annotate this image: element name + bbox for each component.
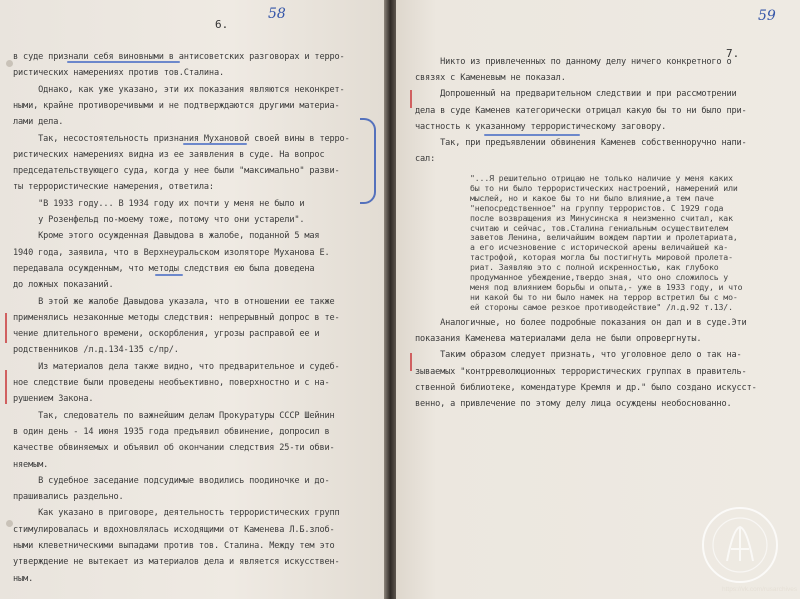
text-line: няемым. xyxy=(13,459,49,470)
text-line: ни какой бы то ни было намек на террор встретил бы с мо- xyxy=(470,291,738,302)
text-line: ристических намерениях видна из ее заявления в суде. На вопрос xyxy=(13,149,325,160)
text-line: продуманное убеждение,твердо зная, что оно сложилось у xyxy=(470,272,729,282)
text-line: заветов Ленина, величайшим вождем партии и пролетариата, xyxy=(470,232,738,243)
text-line: Однако, как уже указано, эти их показания являются неконкрет- xyxy=(13,84,345,95)
margin-line-mark xyxy=(5,370,7,404)
text-line: ными клеветническими выпадами против тов. Сталина. Между тем это xyxy=(13,541,335,551)
text-line: ты террористические намерения, ответила: xyxy=(13,182,214,193)
text-line: рушением Закона. xyxy=(13,394,94,405)
margin-bracket-mark xyxy=(360,118,376,204)
text-line: Никто из привлеченных по данному делу ничего конкретного о xyxy=(415,57,732,67)
right-page-number: 7. xyxy=(726,47,740,60)
right-archive-number: 59 xyxy=(758,8,776,24)
source-url: https://vk.com/rusarchives xyxy=(722,586,798,593)
text-line: считаю и сейчас, тов.Сталина гениальным осуществителем xyxy=(470,222,729,233)
punch-hole xyxy=(6,520,13,527)
text-line: ное следствие были проведены необъективно, поверхностно и с на- xyxy=(13,378,330,388)
left-page-number: 6. xyxy=(215,18,229,31)
text-line: передавала осужденным, что методы следствия ею была доведена xyxy=(13,263,315,274)
text-line: применялись незаконные методы следствия: непрерывный допрос в те- xyxy=(13,312,340,323)
text-line: качестве обвиняемых и объявил об окончании следствия 25-ти обви- xyxy=(13,443,335,454)
text-line: утверждение не вытекает из материалов дела и является искусствен- xyxy=(13,557,340,568)
text-line: Так, несостоятельность признания Мухановой своей вины в терро- xyxy=(13,133,350,144)
underline-mark xyxy=(155,274,183,276)
punch-hole xyxy=(6,60,13,67)
text-line: Таким образом следует признать, что уголовное дело о так на- xyxy=(415,350,742,361)
text-line: "непосредственное" на группу террористов. С 1929 года xyxy=(470,202,724,213)
text-line: Как указано в приговоре, деятельность террористических групп xyxy=(13,508,340,519)
text-line: показания Каменева материалами дела не были опровергнуты. xyxy=(415,334,702,345)
text-line: ей стороны самое резкое противодействие" /л.д.92 т.13/. xyxy=(470,301,733,312)
text-line: ристических намерениях против тов.Сталина. xyxy=(13,68,225,79)
text-line: Аналогичные, но более подробные показания он дал и в суде.Эти xyxy=(415,318,747,328)
text-line: ными, крайне противоречивыми и не подтверждаются другими материа- xyxy=(13,100,340,111)
text-line: "...Я решительно отрицаю не только наличие у меня каких xyxy=(470,173,733,183)
text-line: в один день - 14 июня 1935 года предъявил обвинение, допросил в xyxy=(13,426,330,437)
text-line: после возвращения из Минусинска я неизменно считал, как xyxy=(470,212,733,223)
text-line: а его исчезновение с исторической арены величайшей ка- xyxy=(470,242,729,253)
text-line: дела в суде Каменев категорически отрицал какую бы то ни было при- xyxy=(415,105,747,116)
text-line: риат. Заявляю это с полной искренностью, как глубоко xyxy=(470,262,719,273)
text-line: мыслей, но и какое бы то ни было влияние,а тем паче xyxy=(470,192,714,203)
text-line: ным. xyxy=(13,573,34,584)
text-line: "В 1933 году... В 1934 году их почти у меня не было и xyxy=(13,198,305,209)
text-line: бы то ни было террористических настроений, намерений или xyxy=(470,182,738,193)
text-line: В этой же жалобе Давыдова указала, что в отношении ее также xyxy=(13,296,335,307)
margin-line-mark xyxy=(410,353,412,371)
margin-line-mark xyxy=(5,313,7,343)
text-line: Из материалов дела также видно, что предварительное и судеб- xyxy=(13,361,340,372)
text-line: венно, а привлечение по этому делу лица осуждены необоснованно. xyxy=(415,399,732,409)
text-line: председательствующего суда, когда у нее были "максимально" разви- xyxy=(13,166,340,177)
text-line: связях с Каменевым не показал. xyxy=(415,73,566,84)
text-line: ственной библиотеке, комендатуре Кремля и др." было создано искусст- xyxy=(415,382,757,393)
text-line: сал: xyxy=(415,154,436,165)
text-line: родственников /л.д.134-135 с/пр/. xyxy=(13,345,179,356)
text-line: стимулировалась и вдохновлялась исходящими от Каменева Л.Б.злоб- xyxy=(13,524,335,535)
text-line: в суде признали себя виновными в антисоветских разговорах и терро- xyxy=(13,52,345,62)
underline-mark xyxy=(484,134,580,136)
text-line: чение длительного времени, оскорбления, угрозы расправой ее и xyxy=(13,329,320,340)
text-line: Так, при предъявлении обвинения Каменев собственноручно напи- xyxy=(415,138,747,148)
text-line: В судебное заседание подсудимые вводились поодиночке и до- xyxy=(13,475,330,486)
text-line: до ложных показаний. xyxy=(13,280,114,291)
text-line: меня под влиянием борьбы и опыта,- уже в 1933 году, и что xyxy=(470,281,743,292)
left-archive-number: 58 xyxy=(268,6,286,22)
text-line: тастрофой, которая могла бы постигнуть мировой пролета- xyxy=(470,252,733,263)
text-line: зываемых "контрреволюционных террористических группах в правитель- xyxy=(415,366,747,377)
text-line: Допрошенный на предварительном следствии и при рассмотрении xyxy=(415,89,737,100)
text-line: у Розенфельд по-моему тоже, потому что они устарели". xyxy=(13,215,305,225)
text-line: прашивались раздельно. xyxy=(13,492,124,503)
archive-stamp-watermark xyxy=(700,505,780,585)
text-line: лами дела. xyxy=(13,117,64,128)
text-line: частность к указанному террористическому заговору. xyxy=(415,121,667,132)
text-line: 1940 года, заявила, что в Верхнеуральском изоляторе Муханова Е. xyxy=(13,247,330,258)
text-line: Кроме этого осужденная Давыдова в жалобе, поданной 5 мая xyxy=(13,231,320,242)
text-line: Так, следователь по важнейшим делам Прокуратуры СССР Шейнин xyxy=(13,410,335,421)
margin-line-mark xyxy=(410,90,412,108)
